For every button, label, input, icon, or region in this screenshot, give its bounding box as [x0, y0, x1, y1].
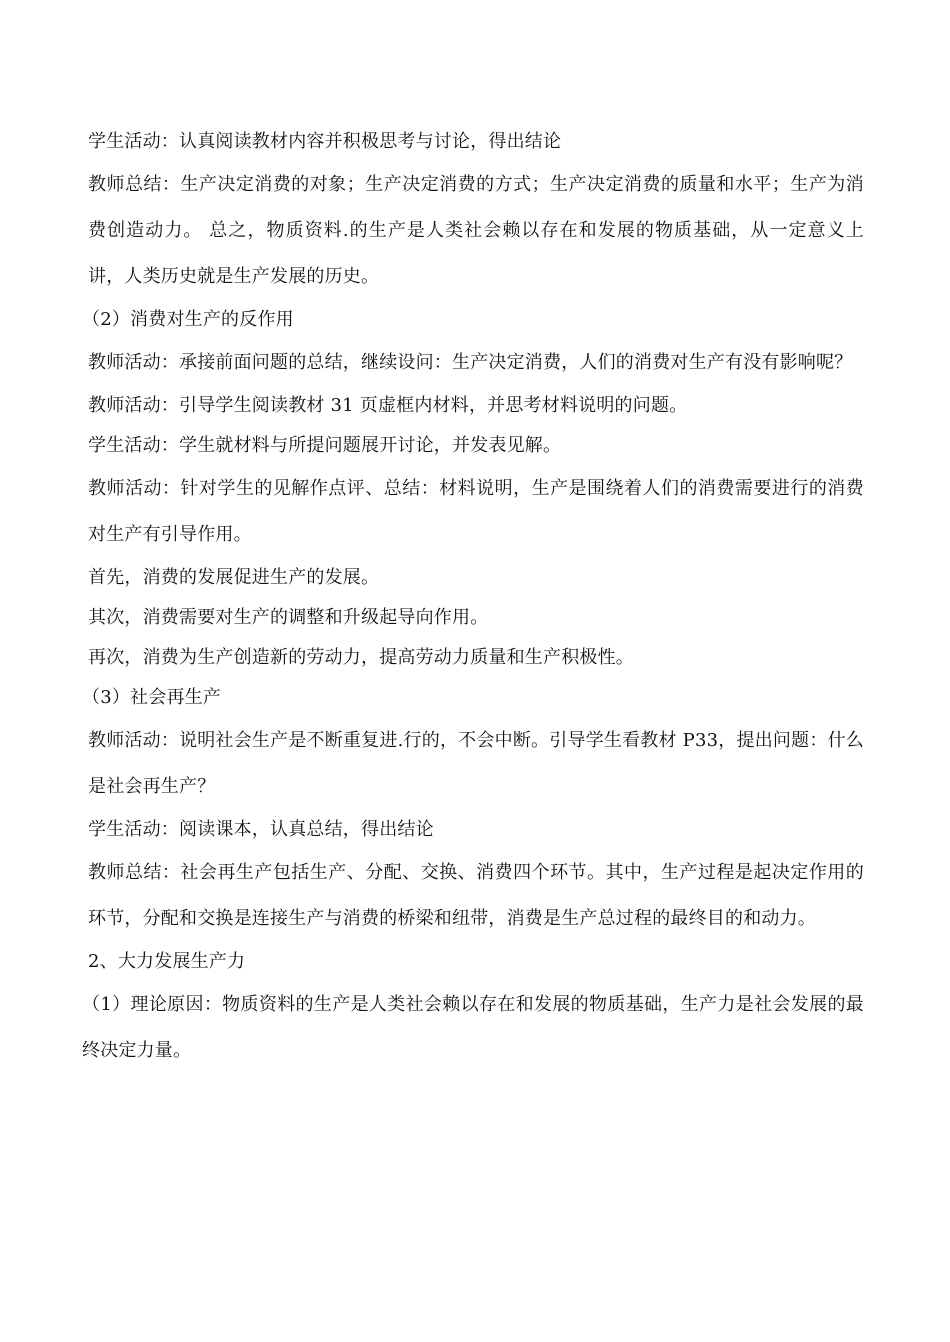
paragraph-student-activity-3: 学生活动：阅读课本，认真总结，得出结论 — [88, 819, 434, 840]
paragraph-teacher-summary-1: 教师总结：生产决定消费的对象；生产决定消费的方式；生产决定消费的质量和水平；生产为消费创造动力。 总之，物质资料.的生产是人类社会赖以存在和发展的物质基础，从一定意义上讲，人类历史就是生产发展的历史。 — [88, 174, 864, 287]
paragraph-teacher-activity-4: 教师活动：说明社会生产是不断重复进.行的，不会中断。引导学生看教材 P33，提出问题：什么是社会再生产？ — [88, 730, 864, 797]
paragraph-teacher-summary-2: 教师总结：社会再生产包括生产、分配、交换、消费四个环节。其中，生产过程是起决定作用的环节，分配和交换是连接生产与消费的桥梁和纽带，消费是生产总过程的最终目的和动力。 — [88, 862, 864, 929]
paragraph-first: 首先，消费的发展促进生产的发展。 — [88, 567, 380, 588]
heading-social-reproduction: （3）社会再生产 — [82, 687, 222, 708]
paragraph-student-activity-1: 学生活动：认真阅读教材内容并积极思考与讨论，得出结论 — [88, 131, 562, 152]
paragraph-student-activity-2: 学生活动：学生就材料与所提问题展开讨论，并发表见解。 — [88, 435, 562, 456]
paragraph-teacher-activity-1: 教师活动：承接前面问题的总结，继续设问：生产决定消费，人们的消费对生产有没有影响呢？ — [88, 352, 853, 373]
document-body — [82, 122, 864, 1074]
paragraph-theoretical-reason: （1）理论原因：物质资料的生产是人类社会赖以存在和发展的物质基础，生产力是社会发展的最终决定力量。 — [82, 994, 864, 1061]
heading-consumption-reaction: （2）消费对生产的反作用 — [82, 309, 294, 330]
paragraph-teacher-activity-3: 教师活动：针对学生的见解作点评、总结：材料说明，生产是围绕着人们的消费需要进行的消费对生产有引导作用。 — [88, 478, 864, 545]
paragraph-third: 再次，消费为生产创造新的劳动力，提高劳动力质量和生产积极性。 — [88, 647, 634, 668]
paragraph-teacher-activity-2: 教师活动：引导学生阅读教材 31 页虚框内材料，并思考材料说明的问题。 — [88, 395, 688, 416]
heading-develop-productivity: 2、大力发展生产力 — [88, 951, 246, 972]
paragraph-second: 其次，消费需要对生产的调整和升级起导向作用。 — [88, 607, 489, 628]
